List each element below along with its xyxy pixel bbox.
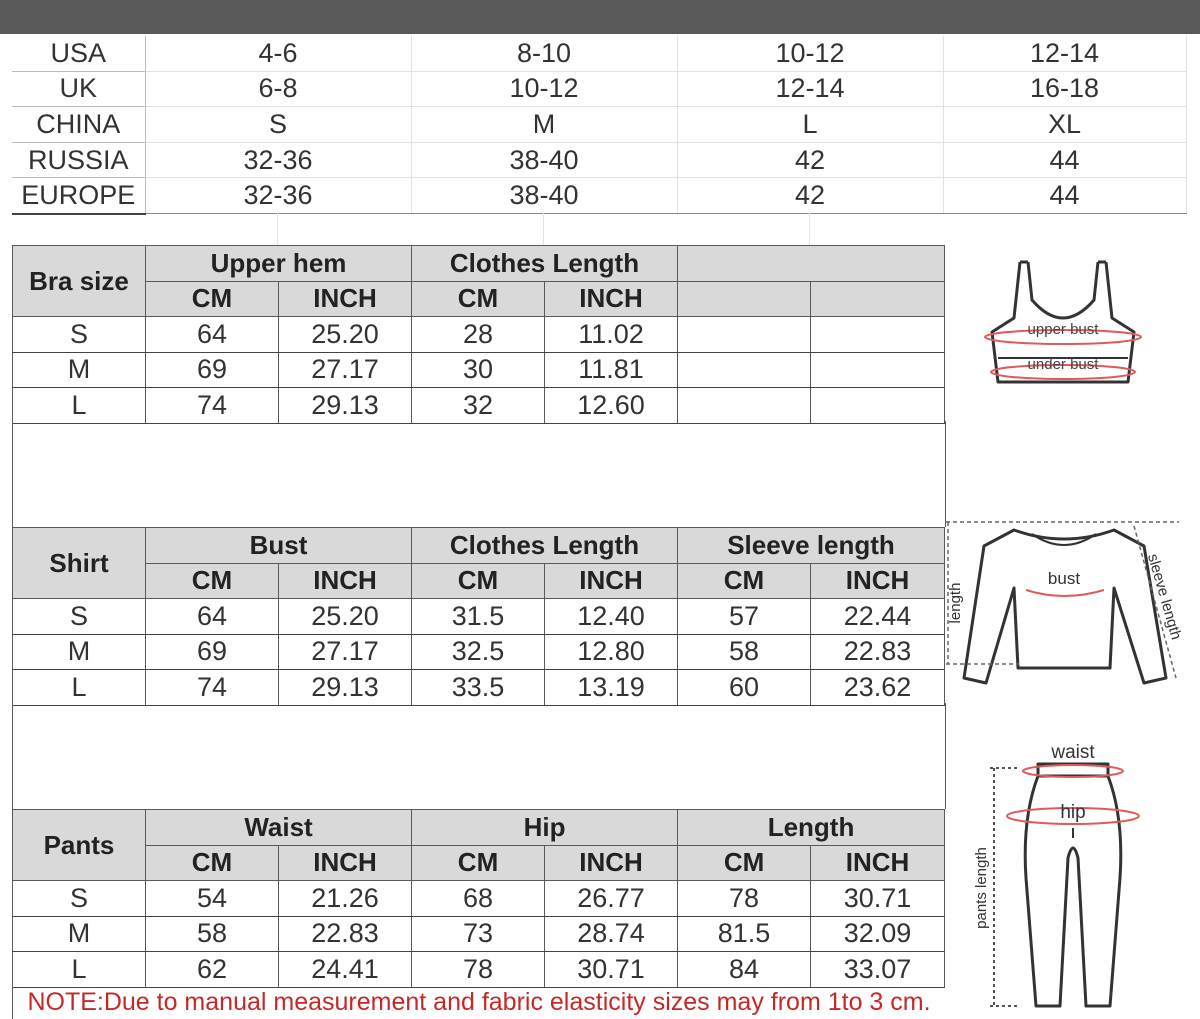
table-cell: 84	[678, 952, 811, 988]
size-cell: 10-12	[411, 71, 677, 107]
column-group-header: Upper hem	[146, 246, 412, 282]
bra-size-table	[12, 245, 945, 424]
table-cell: 78	[412, 952, 545, 988]
column-group-header: Hip	[412, 810, 678, 846]
length-label: length	[947, 582, 964, 624]
table-spacer	[147, 213, 944, 245]
hip-label: hip	[1060, 802, 1086, 823]
unit-header: INCH	[545, 281, 678, 317]
column-group-header: Clothes Length	[412, 246, 678, 282]
shirt-size-table	[12, 527, 945, 706]
table-cell: 32	[412, 388, 545, 424]
table-cell: 33.5	[412, 670, 545, 706]
region-label: RUSSIA	[12, 142, 145, 178]
size-cell: 38-40	[411, 178, 677, 214]
table-cell: 22.83	[811, 634, 945, 670]
table-row	[13, 352, 945, 388]
size-cell: 44	[943, 178, 1186, 214]
bra-neckline	[1028, 262, 1098, 318]
unit-header: INCH	[279, 563, 412, 599]
table-cell: 32.09	[811, 916, 945, 952]
section-gap	[12, 703, 946, 809]
table-row	[13, 599, 945, 635]
bust-measure-line	[1026, 590, 1104, 596]
table-cell	[678, 388, 811, 424]
table-cell: 81.5	[678, 916, 811, 952]
table-cell: 74	[146, 388, 279, 424]
conversion-row-uk	[12, 71, 1186, 107]
table-cell: 25.20	[279, 599, 412, 635]
unit-header: INCH	[811, 563, 945, 599]
table-cell	[678, 352, 811, 388]
upper-bust-label: upper bust	[1027, 321, 1099, 338]
size-label: S	[13, 881, 146, 917]
table-row	[13, 388, 945, 424]
column-group-header: Bust	[146, 528, 412, 564]
size-cell: 6-8	[145, 71, 411, 107]
column-group-header: Clothes Length	[412, 528, 678, 564]
conversion-row-china	[12, 107, 1186, 143]
column-group-header	[678, 246, 945, 282]
table-cell: 24.41	[279, 952, 412, 988]
size-cell: 12-14	[677, 71, 943, 107]
size-cell: 10-12	[677, 36, 943, 71]
size-label: M	[13, 634, 146, 670]
size-cell: 12-14	[943, 36, 1186, 71]
section-gap	[12, 421, 946, 527]
region-label: CHINA	[12, 107, 145, 143]
pants-outline	[1025, 764, 1121, 1006]
size-cell: 32-36	[145, 142, 411, 178]
table-cell: 29.13	[279, 388, 412, 424]
table-label: Pants	[13, 810, 146, 881]
unit-header: CM	[146, 845, 279, 881]
waist-label: waist	[1051, 742, 1095, 763]
table-cell: 27.17	[279, 634, 412, 670]
table-cell	[678, 317, 811, 353]
table-cell: 68	[412, 881, 545, 917]
unit-header: CM	[412, 563, 545, 599]
table-cell: 33.07	[811, 952, 945, 988]
size-label: L	[13, 670, 146, 706]
table-cell: 30.71	[811, 881, 945, 917]
unit-header: CM	[412, 845, 545, 881]
size-label: M	[13, 916, 146, 952]
size-cell: S	[145, 107, 411, 143]
table-cell: 13.19	[545, 670, 678, 706]
table-row	[13, 952, 945, 988]
unit-header: CM	[678, 845, 811, 881]
size-cell: 42	[677, 178, 943, 214]
table-cell: 11.02	[545, 317, 678, 353]
pants-length-label: pants length	[973, 847, 990, 929]
table-cell: 69	[146, 634, 279, 670]
size-cell: 44	[943, 142, 1186, 178]
table-row	[13, 317, 945, 353]
table-cell	[811, 352, 945, 388]
table-cell: 22.44	[811, 599, 945, 635]
table-cell: 64	[146, 599, 279, 635]
table-cell: 29.13	[279, 670, 412, 706]
conversion-row-usa	[12, 36, 1186, 71]
conversion-row-europe	[12, 178, 1186, 214]
table-cell: 60	[678, 670, 811, 706]
unit-header: INCH	[545, 563, 678, 599]
pants-size-table	[12, 809, 945, 988]
size-cell: 4-6	[145, 36, 411, 71]
unit-header: CM	[678, 563, 811, 599]
table-cell: 58	[678, 634, 811, 670]
table-row	[13, 670, 945, 706]
table-cell: 32.5	[412, 634, 545, 670]
bra-illustration	[970, 250, 1150, 390]
table-cell: 28.74	[545, 916, 678, 952]
size-cell: XL	[943, 107, 1186, 143]
table-cell: 30.71	[545, 952, 678, 988]
table-row	[13, 916, 945, 952]
table-cell: 21.26	[279, 881, 412, 917]
size-cell: 32-36	[145, 178, 411, 214]
size-cell: 16-18	[943, 71, 1186, 107]
top-banner	[0, 0, 1200, 34]
table-cell: 73	[412, 916, 545, 952]
unit-header: INCH	[279, 845, 412, 881]
size-label: S	[13, 317, 146, 353]
column-group-header: Waist	[146, 810, 412, 846]
table-cell	[811, 317, 945, 353]
table-label: Bra size	[13, 246, 146, 317]
size-cell: 42	[677, 142, 943, 178]
unit-header: INCH	[811, 845, 945, 881]
table-cell: 74	[146, 670, 279, 706]
shirt-outline	[964, 530, 1166, 683]
sleeve-length-label: sleeve length	[1143, 551, 1185, 642]
table-cell: 62	[146, 952, 279, 988]
size-label: S	[13, 599, 146, 635]
size-cell: 8-10	[411, 36, 677, 71]
table-cell: 11.81	[545, 352, 678, 388]
table-row	[13, 634, 945, 670]
under-bust-label: under bust	[1027, 356, 1099, 373]
size-cell: M	[411, 107, 677, 143]
table-cell: 31.5	[412, 599, 545, 635]
table-cell: 57	[678, 599, 811, 635]
region-label: UK	[12, 71, 145, 107]
size-cell: 38-40	[411, 142, 677, 178]
unit-header: CM	[412, 281, 545, 317]
table-cell: 25.20	[279, 317, 412, 353]
table-cell: 12.60	[545, 388, 678, 424]
unit-header: INCH	[279, 281, 412, 317]
pants-illustration	[962, 738, 1162, 1016]
unit-header: INCH	[545, 845, 678, 881]
table-cell: 54	[146, 881, 279, 917]
size-label: L	[13, 388, 146, 424]
size-label: L	[13, 952, 146, 988]
table-cell: 78	[678, 881, 811, 917]
column-group-header: Sleeve length	[678, 528, 945, 564]
table-cell: 26.77	[545, 881, 678, 917]
shirt-illustration	[944, 518, 1194, 693]
table-cell	[811, 388, 945, 424]
size-label: M	[13, 352, 146, 388]
table-cell: 64	[146, 317, 279, 353]
table-row	[13, 881, 945, 917]
unit-header: CM	[146, 281, 279, 317]
unit-header: CM	[146, 563, 279, 599]
measurement-note: NOTE:Due to manual measurement and fabric elasticity sizes may from 1to 3 cm.	[12, 986, 945, 1019]
size-cell: L	[677, 107, 943, 143]
region-label: USA	[12, 36, 145, 71]
unit-header	[678, 281, 811, 317]
unit-header	[811, 281, 945, 317]
table-label: Shirt	[13, 528, 146, 599]
table-cell: 12.80	[545, 634, 678, 670]
table-cell: 69	[146, 352, 279, 388]
bust-label: bust	[1047, 569, 1081, 588]
table-cell: 12.40	[545, 599, 678, 635]
column-group-header: Length	[678, 810, 945, 846]
region-label: EUROPE	[12, 178, 145, 214]
table-cell: 58	[146, 916, 279, 952]
table-cell: 27.17	[279, 352, 412, 388]
size-conversion-table	[12, 36, 1187, 215]
table-cell: 28	[412, 317, 545, 353]
table-cell: 30	[412, 352, 545, 388]
conversion-row-russia	[12, 142, 1186, 178]
table-cell: 22.83	[279, 916, 412, 952]
table-cell: 23.62	[811, 670, 945, 706]
